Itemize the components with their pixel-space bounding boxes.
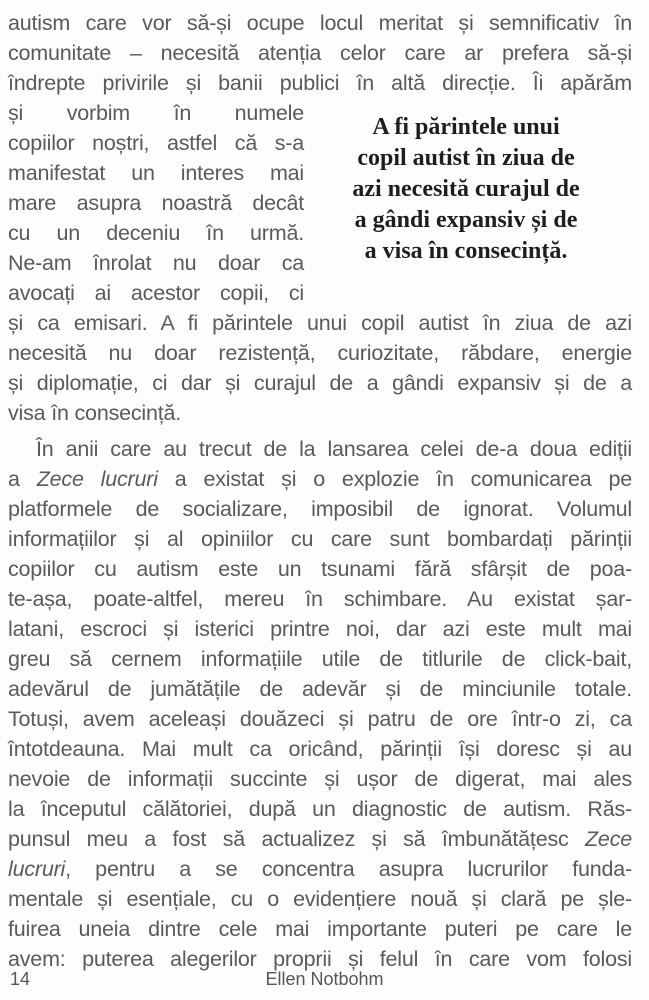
text-line: greu să cernem informațiile utile de titlurile de click-bait, bbox=[8, 647, 632, 671]
text-line: În anii care au trecut de la lansarea celei de-a doua ediții bbox=[36, 437, 632, 461]
pull-quote-line: copil autist în ziua de bbox=[357, 145, 575, 171]
text-line: latani, escroci și isterici printre noi, dar azi este mult mai bbox=[8, 617, 632, 641]
text-line: avem: puterea alegerilor proprii și felul în care vom folosi bbox=[8, 947, 632, 971]
page-footer bbox=[8, 966, 641, 992]
text-line-wrapped: avocați ai acestor copii, ci bbox=[8, 281, 304, 305]
text-line: fuirea uneia dintre cele mai importante puteri pe care le bbox=[8, 917, 632, 941]
text-line-wrapped: manifestat un interes mai bbox=[8, 161, 304, 185]
text-line: la începutul călătoriei, după un diagnostic de autism. Răs- bbox=[8, 797, 632, 821]
pull-quote-line: a gândi expansiv și de bbox=[354, 207, 578, 233]
text-line bbox=[8, 464, 632, 494]
text-line bbox=[8, 824, 632, 854]
text-segment: , pentru a se concentra asupra lucrurilor funda- bbox=[65, 857, 632, 881]
text-line: și diplomație, ci dar și curajul de a gândi expansiv și de a bbox=[8, 371, 632, 395]
pull-quote-line: a visa în consecință. bbox=[364, 238, 568, 264]
text-line: mentale și esențiale, cu o evidențiere nouă și clară pe șle- bbox=[8, 887, 632, 911]
text-line: platformele de socializare, imposibil de ignorat. Volumul bbox=[8, 497, 632, 521]
page-number: 14 bbox=[10, 969, 31, 989]
text-line: visa în consecință. bbox=[8, 401, 182, 425]
text-line-wrapped: mare asupra noastră decât bbox=[8, 191, 304, 215]
text-line: îndrepte privirile și banii publici în altă direcție. Îi apărăm bbox=[8, 71, 632, 95]
text-line-wrapped: Ne-am înrolat nu doar ca bbox=[8, 251, 304, 275]
text-line: întotdeauna. Mai mult ca oricând, părinții își doresc și au bbox=[8, 737, 632, 761]
text-line: comunitate – necesită atenția celor care ar prefera să-și bbox=[8, 41, 632, 65]
text-line: te-așa, poate-altfel, mereu în schimbare. Au existat șar- bbox=[8, 587, 632, 611]
text-line: nevoie de informații succinte și ușor de digerat, mai ales bbox=[8, 767, 632, 791]
text-line: necesită nu doar rezistență, curiozitate, răbdare, energie bbox=[8, 341, 632, 365]
text-line-wrapped: și vorbim în numele bbox=[8, 101, 304, 125]
text-segment: a existat și o explozie în comunicarea pe bbox=[157, 467, 632, 491]
text-line: copiilor cu autism este un tsunami fără sfârșit de poa- bbox=[8, 557, 632, 581]
pull-quote-line: A fi părintele unui bbox=[372, 114, 560, 140]
text-line: Totuși, avem aceleași douăzeci și patru de ore într-o zi, ca bbox=[8, 707, 632, 731]
book-title-italic: lucruri bbox=[8, 857, 66, 881]
text-segment: a bbox=[8, 467, 37, 491]
book-title-italic: Zece bbox=[585, 827, 632, 851]
text-segment: punsul meu a fost să actualizez și să îmbunătățesc bbox=[8, 827, 585, 851]
paragraph-2 bbox=[8, 434, 632, 974]
text-line: autism care vor să-și ocupe locul meritat și semnificativ în bbox=[8, 11, 632, 35]
text-line-wrapped: copiilor noștri, astfel că s-a bbox=[8, 131, 304, 155]
pull-quote-line: azi necesită curajul de bbox=[352, 176, 580, 202]
pull-quote bbox=[315, 112, 617, 267]
text-line-wrapped: cu un deceniu în urmă. bbox=[8, 221, 304, 245]
text-line: și ca emisari. A fi părintele unui copil autist în ziua de azi bbox=[8, 311, 632, 335]
text-line: informațiilor și al opiniilor cu care sunt bombardați părinții bbox=[8, 527, 632, 551]
text-line bbox=[8, 854, 632, 884]
text-line: adevărul de jumătățile de adevăr și de minciunile totale. bbox=[8, 677, 632, 701]
running-footer-author: Ellen Notbohm bbox=[265, 969, 384, 989]
book-title-italic: Zece lucruri bbox=[36, 467, 158, 491]
